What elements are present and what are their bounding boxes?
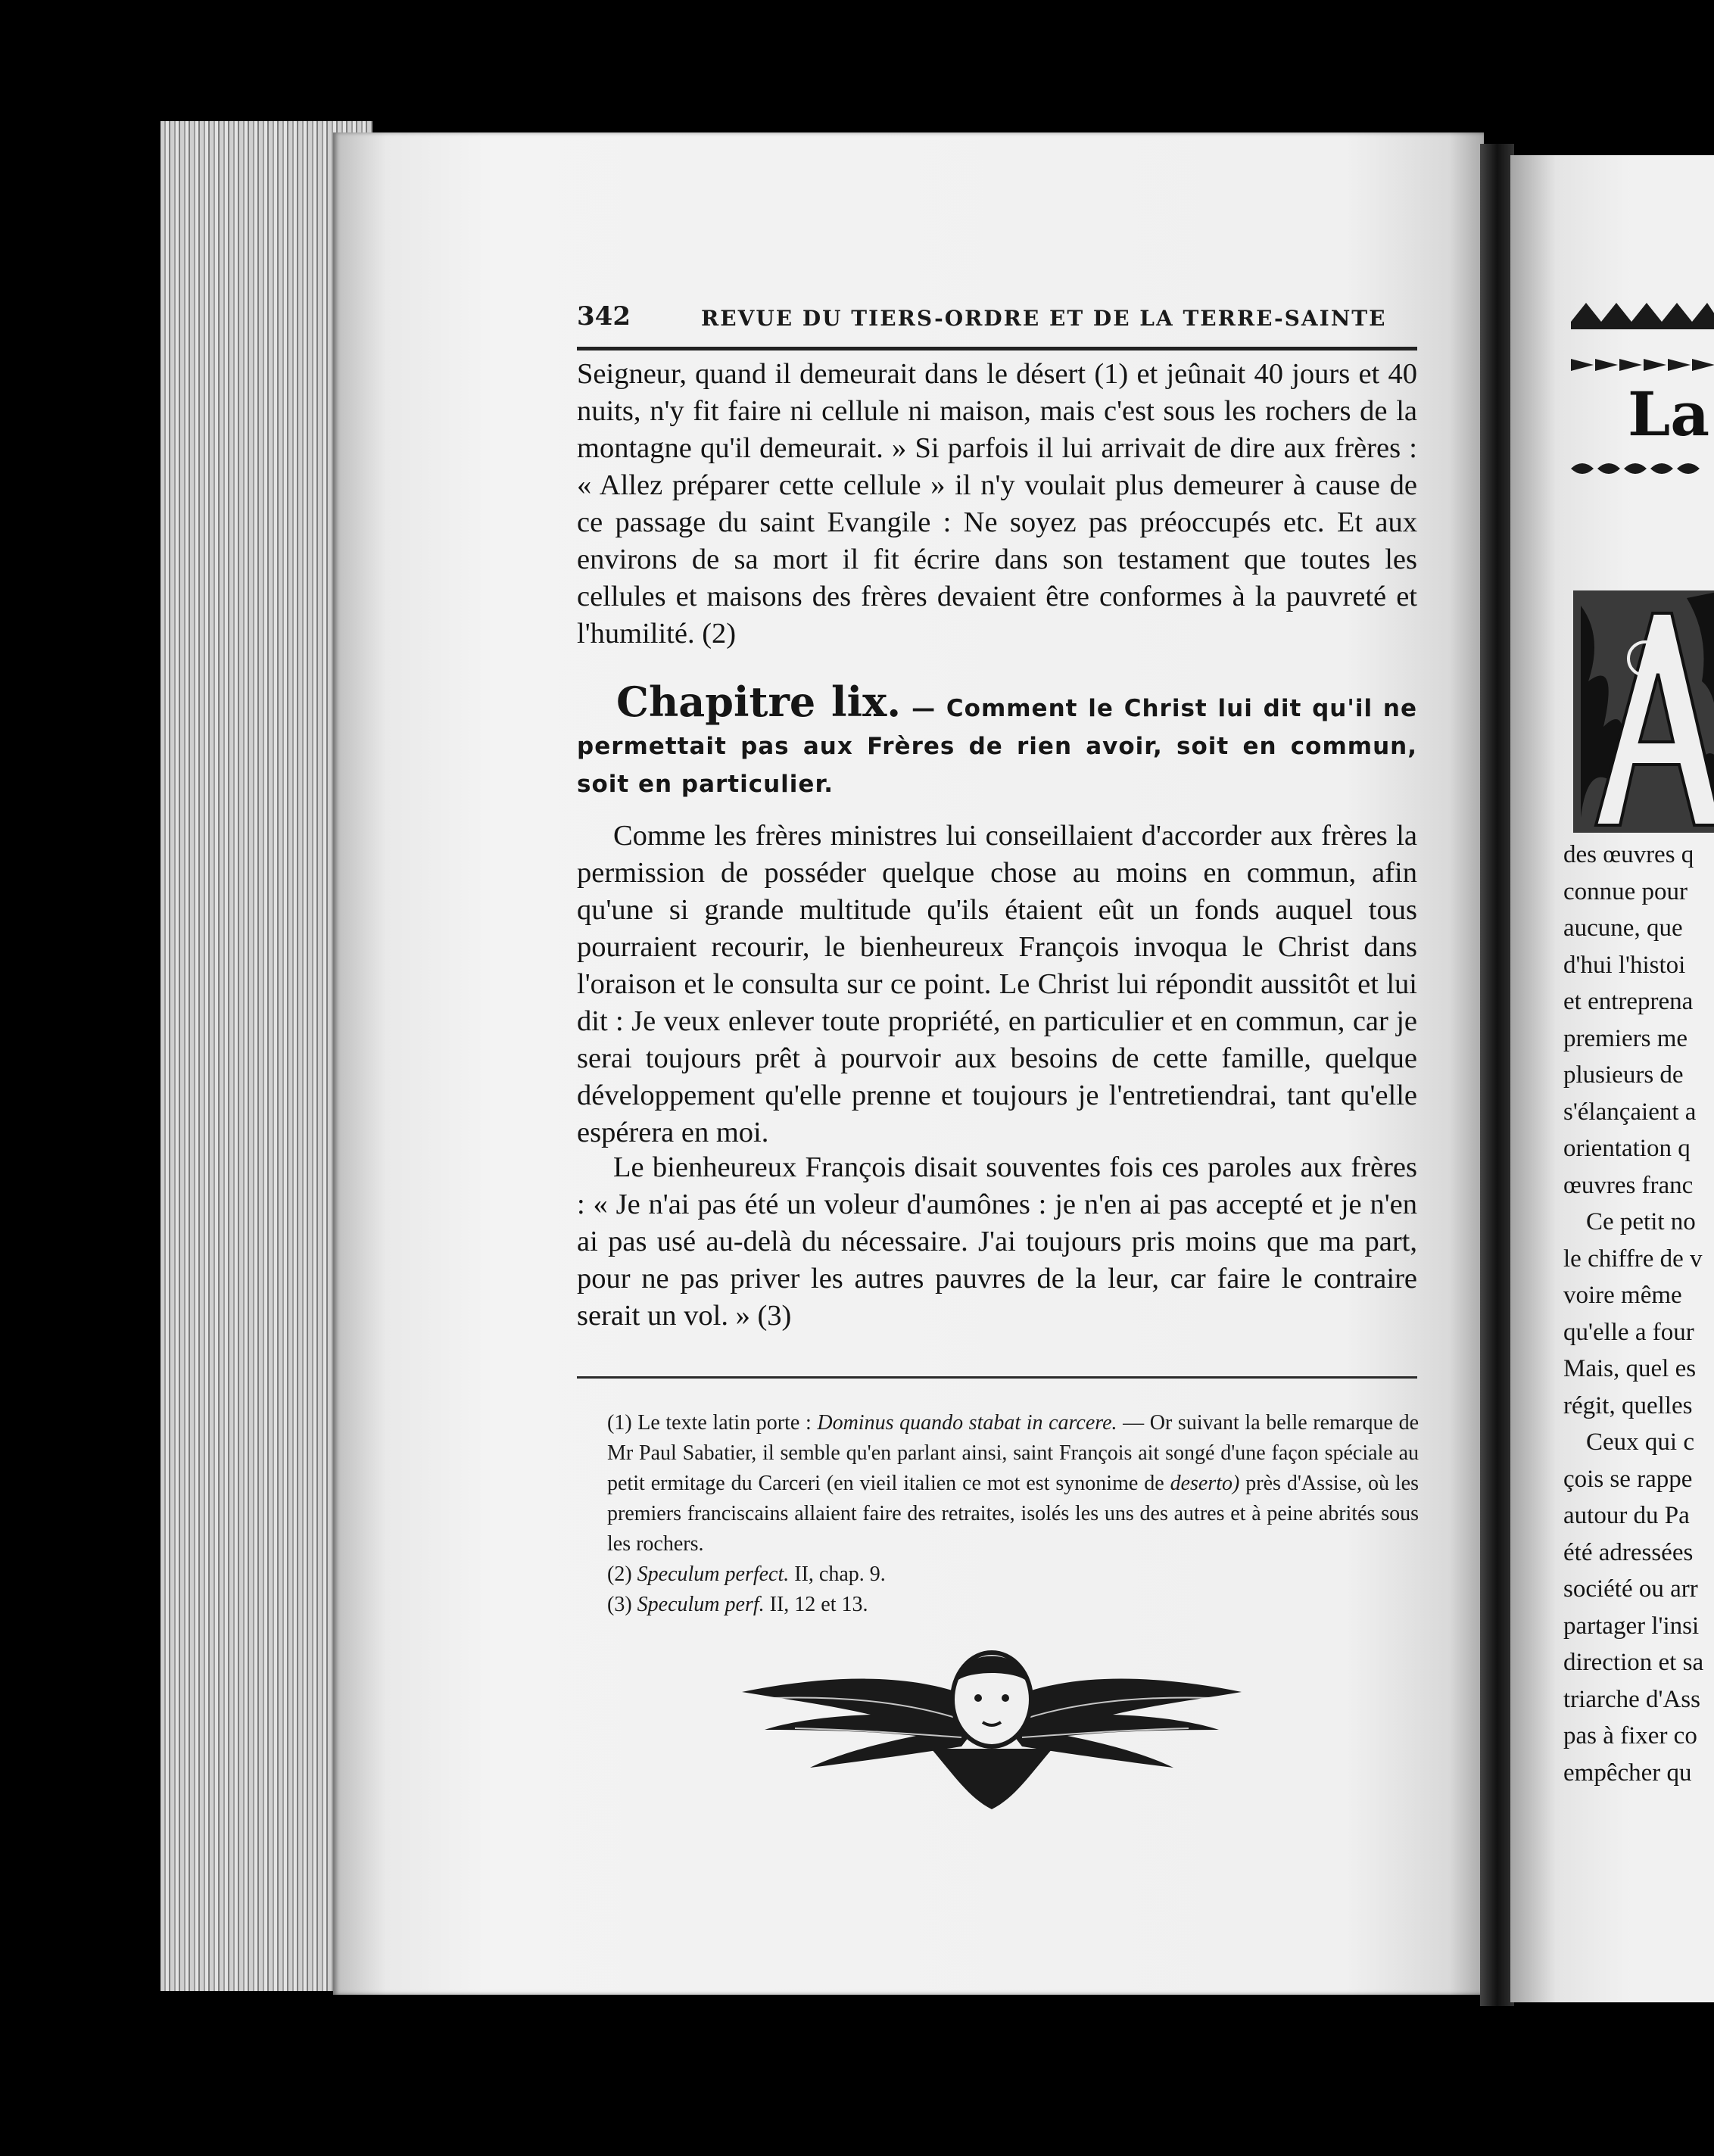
right-line: orientation q	[1563, 1135, 1691, 1162]
right-line: d'hui l'histoi	[1563, 951, 1686, 979]
right-line: œuvres franc	[1563, 1171, 1694, 1199]
right-line: aucune, que	[1563, 914, 1683, 942]
right-line: société ou arr	[1563, 1575, 1698, 1603]
footnote-1-word: deserto)	[1170, 1472, 1240, 1495]
right-line: régit, quelles	[1563, 1391, 1693, 1419]
footnote-3-title: Speculum perf.	[637, 1593, 765, 1616]
footnote-2	[607, 1559, 1419, 1590]
running-title: REVUE DU TIERS-ORDRE ET DE LA TERRE-SAINTE	[701, 306, 1387, 331]
footnote-2-ref: II, chap. 9.	[794, 1562, 886, 1586]
right-line: Mais, quel es	[1563, 1355, 1697, 1382]
footnotes	[607, 1408, 1419, 1620]
right-line: voire même	[1563, 1282, 1682, 1309]
right-line: Ce petit no	[1586, 1208, 1696, 1235]
paragraph-1: Seigneur, quand il demeurait dans le désert (1) et jeûnait 40 jours et 40 nuits, n'y fit faire ni cellule ni maison, mais c'est sous les rochers de la montagne qu'il demeurait. » Si parfois il lui arrivait de dire aux frères : « Allez préparer cette cellule » il n'y voulait plus demeurer à cause de ce passage du saint Evangile : Ne soyez pas préoccupés etc. Et aux environs de sa mort il fit écrire dans son testament que toutes les cellules et maisons des frères devaient être conformes à la pauvreté et l'humilité. (2)	[577, 358, 1417, 650]
right-line: été adressées	[1563, 1538, 1694, 1566]
book-gutter	[1480, 144, 1514, 2006]
right-line: çois se rappe	[1563, 1465, 1693, 1493]
footnote-1-text-a: Le texte latin porte :	[637, 1411, 812, 1435]
footnote-1-text-b: — Or suivant la belle remarque de Mr Paul Sabatier, il semble qu'en parlant ainsi, saint François ait songé d'une façon spéciale au petit ermitage du Carceri (en vieil italien ce mot est synonime de	[607, 1411, 1420, 1495]
footnote-3	[607, 1590, 1419, 1620]
page-number: 342	[577, 301, 631, 332]
right-page-arrow-band	[1571, 354, 1714, 375]
right-line: triarche d'Ass	[1563, 1685, 1700, 1713]
right-line: qu'elle a four	[1563, 1318, 1694, 1346]
chapter-title: Chapitre lix.	[616, 678, 902, 726]
right-line: premiers me	[1563, 1024, 1688, 1052]
decorated-initial-A	[1573, 590, 1714, 833]
right-line: plusieurs de	[1563, 1061, 1684, 1089]
right-line: empêcher qu	[1563, 1759, 1692, 1787]
right-line: partager l'insi	[1563, 1612, 1700, 1640]
right-line: et entreprena	[1563, 988, 1694, 1015]
right-line: Ceux qui c	[1586, 1429, 1694, 1456]
right-line: des œuvres q	[1563, 841, 1694, 868]
header-rule	[577, 347, 1417, 351]
right-line: le chiffre de v	[1563, 1245, 1703, 1273]
footnote-3-ref: II, 12 et 13.	[769, 1593, 868, 1616]
paragraph-3: Le bienheureux François disait souventes fois ces paroles aux frères : « Je n'ai pas été un voleur d'aumônes : je n'en ai pas accepté et je n'en ai pas usé au-delà du nécessaire. J'ai toujours pris moins que ma part, pour ne pas priver les autres pauvres de la leur, car faire le contraire serait un vol. » (3)	[577, 1151, 1417, 1332]
right-line: pas à fixer co	[1563, 1722, 1697, 1749]
right-line: direction et sa	[1563, 1649, 1704, 1676]
right-line: autour du Pa	[1563, 1502, 1690, 1529]
right-page-text-column	[1563, 837, 1714, 1791]
chapter-heading	[577, 678, 1417, 803]
footnote-2-number: (2)	[607, 1562, 632, 1586]
right-line: s'élançaient a	[1563, 1098, 1697, 1126]
footnote-1-number: (1)	[607, 1411, 632, 1435]
footnote-2-title: Speculum perfect.	[637, 1562, 790, 1586]
right-page-leaf-band	[1571, 458, 1714, 479]
paragraph-2: Comme les frères ministres lui conseillaient d'accorder aux frères la permission de posséder quelque chose au moins en commun, afin qu'une si grande multitude qu'ils étaient eût un fonds auquel tous pourraient recourir, le bienheureux François invoqua le Christ dans l'oraison et le consulta sur ce point. Le Christ lui répondit aussitôt et lui dit : Je veux enlever toute propriété, en particulier et en commun, car je serai toujours prêt à pourvoir aux besoins de cette famille, quelque développement qu'elle prenne et toujours je l'entretiendrai, tant qu'elle espérera en moi.	[577, 820, 1417, 1148]
footnote-3-number: (3)	[607, 1593, 632, 1616]
right-page-floral-band	[1571, 291, 1714, 337]
footnote-1-latin: Dominus quando stabat in carcere.	[817, 1411, 1117, 1435]
right-page-heading: La	[1628, 379, 1710, 450]
chapter-subtitle: — Comment le Christ lui dit qu'il ne permettait pas aux Frères de rien avoir, soit en commun, soit en particulier.	[577, 695, 1417, 798]
footnote-1	[607, 1408, 1419, 1559]
right-line: connue pour	[1563, 877, 1688, 905]
winged-cherub-ornament	[742, 1616, 1242, 1813]
footnote-1-text-c: près d'Assise, où les premiers franciscains allaient faire des retraites, isolés les uns des autres et à peine abrités sous les rochers.	[607, 1472, 1420, 1556]
footnote-rule	[577, 1376, 1417, 1379]
